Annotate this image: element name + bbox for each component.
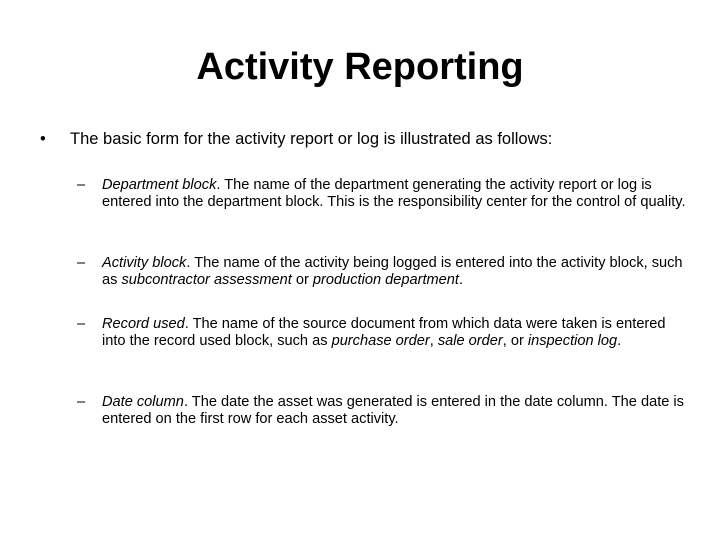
dash-marker: – bbox=[77, 394, 86, 410]
term: Activity block bbox=[102, 255, 187, 271]
term: Record used bbox=[102, 316, 185, 332]
dash-marker: – bbox=[77, 316, 86, 332]
sub-item-activity-block bbox=[77, 255, 687, 289]
sub-item-text bbox=[102, 316, 687, 350]
slide-title: Activity Reporting bbox=[196, 46, 524, 88]
sub-item-date-column bbox=[77, 394, 687, 428]
description: . The name of the activity being logged is entered into the activity block, such as bbox=[102, 255, 683, 288]
dash-marker: – bbox=[77, 255, 86, 271]
sub-item-text bbox=[102, 177, 687, 211]
sub-item-department-block bbox=[77, 177, 687, 211]
bullet-marker: • bbox=[40, 130, 46, 148]
joiner: , bbox=[429, 333, 438, 349]
description: . The name of the department generating the activity report or log is entered into the department block. This is the responsibility center for the control of quality. bbox=[102, 177, 686, 210]
description: . The date the asset was generated is entered in the date column. The date is entered on the first row for each asset activity. bbox=[102, 394, 684, 427]
example: sale order bbox=[437, 333, 503, 349]
joiner: or bbox=[291, 272, 313, 288]
bullet-text: The basic form for the activity report or log is illustrated as follows: bbox=[70, 130, 553, 148]
main-bullet bbox=[40, 128, 700, 150]
sub-item-text bbox=[102, 255, 687, 289]
example: inspection log bbox=[527, 333, 618, 349]
joiner: , or bbox=[502, 333, 528, 349]
dash-marker: – bbox=[77, 177, 86, 193]
description: . The name of the source document from which data were taken is entered into the record used block, such as bbox=[102, 316, 666, 349]
example: production department bbox=[312, 272, 459, 288]
example: subcontractor assessment bbox=[121, 272, 292, 288]
end: . bbox=[617, 333, 622, 349]
term: Date column bbox=[102, 394, 184, 410]
sub-item-record-used bbox=[77, 316, 687, 350]
term: Department block bbox=[102, 177, 217, 193]
example: purchase order bbox=[331, 333, 430, 349]
sub-item-text bbox=[102, 394, 687, 428]
end: . bbox=[458, 272, 463, 288]
